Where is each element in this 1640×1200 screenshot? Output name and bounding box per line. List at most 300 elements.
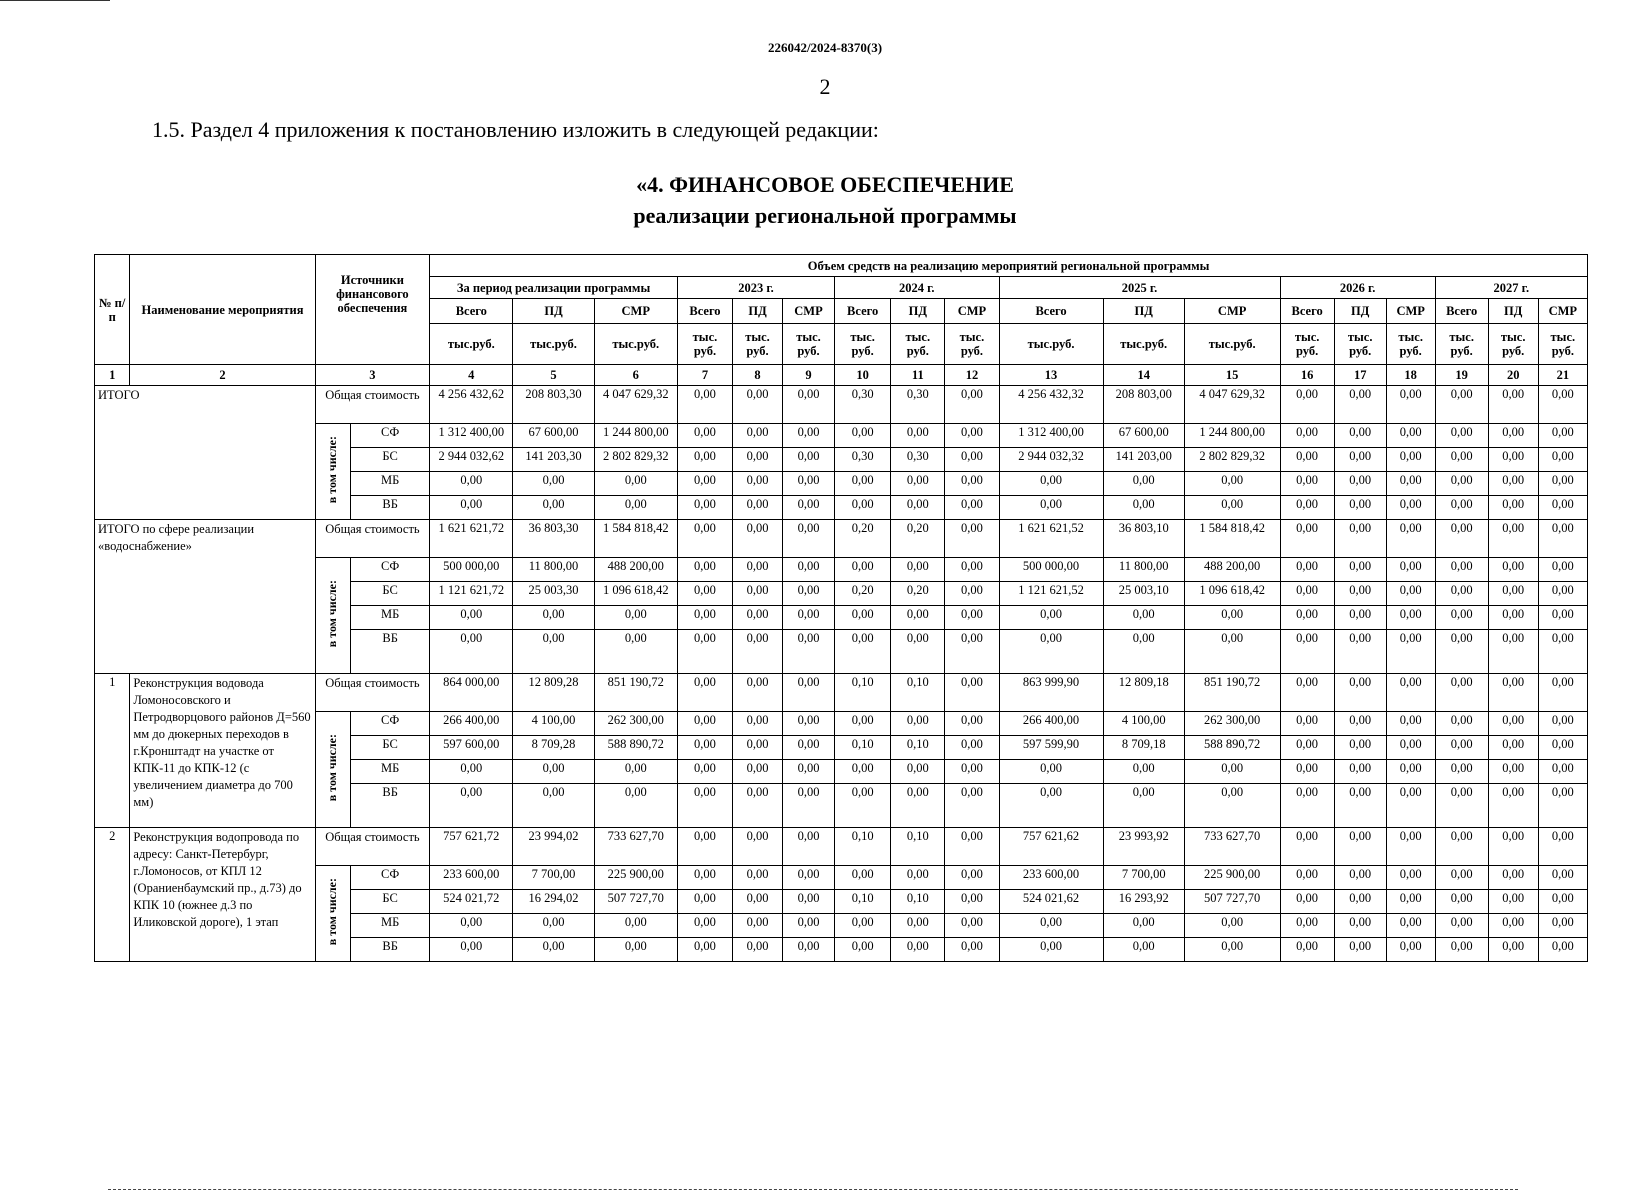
value-cell: 0,00 <box>1334 448 1386 472</box>
value-cell: 0,10 <box>891 674 945 712</box>
header-total: Всего <box>999 299 1103 324</box>
value-cell: 0,00 <box>1386 938 1435 962</box>
value-cell: 0,00 <box>945 914 999 938</box>
value-cell: 0,00 <box>1386 914 1435 938</box>
value-cell: 0,00 <box>1386 424 1435 448</box>
value-cell: 67 600,00 <box>1103 424 1184 448</box>
value-cell: 851 190,72 <box>1184 674 1280 712</box>
section-title: «4. ФИНАНСОВОЕ ОБЕСПЕЧЕНИЕ <box>636 172 1014 197</box>
value-cell: 0,20 <box>891 582 945 606</box>
value-cell: 0,00 <box>1538 424 1587 448</box>
value-cell: 0,00 <box>677 386 732 424</box>
value-cell: 0,00 <box>1435 890 1488 914</box>
financing-table <box>94 254 1588 962</box>
value-cell: 0,00 <box>1538 496 1587 520</box>
value-cell: 208 803,30 <box>513 386 594 424</box>
header-name: Наименование мероприятия <box>130 255 315 365</box>
value-cell: 0,00 <box>1280 472 1334 496</box>
value-cell: 0,30 <box>891 386 945 424</box>
source-vb: ВБ <box>351 938 430 962</box>
value-cell: 0,00 <box>1280 890 1334 914</box>
header-year-2025: 2025 г. <box>999 277 1280 299</box>
value-cell: 0,00 <box>1184 784 1280 828</box>
header-smr: СМР <box>945 299 999 324</box>
value-cell: 0,00 <box>783 674 835 712</box>
value-cell: 0,00 <box>1435 472 1488 496</box>
value-cell: 0,00 <box>513 784 594 828</box>
value-cell: 0,00 <box>1280 828 1334 866</box>
value-cell: 0,00 <box>1184 914 1280 938</box>
value-cell: 0,00 <box>999 472 1103 496</box>
document-number: 226042/2024-8370(3) <box>767 40 883 55</box>
value-cell: 0,00 <box>1334 630 1386 674</box>
value-cell: 25 003,10 <box>1103 582 1184 606</box>
value-cell: 0,00 <box>1386 496 1435 520</box>
value-cell: 0,00 <box>783 520 835 558</box>
header-unit-part: руб. <box>1399 344 1422 358</box>
value-cell: 1 312 400,00 <box>999 424 1103 448</box>
value-cell: 0,00 <box>1386 606 1435 630</box>
value-cell: 1 244 800,00 <box>1184 424 1280 448</box>
header-unit-part: руб. <box>851 344 874 358</box>
value-cell: 1 621 621,52 <box>999 520 1103 558</box>
total-cost-label: Общая стоимость <box>315 386 430 424</box>
value-cell: 0,00 <box>1334 890 1386 914</box>
value-cell: 0,00 <box>1386 784 1435 828</box>
value-cell: 0,00 <box>430 760 513 784</box>
value-cell: 0,00 <box>430 914 513 938</box>
value-cell: 0,00 <box>945 472 999 496</box>
value-cell: 0,00 <box>1435 784 1488 828</box>
value-cell: 0,00 <box>891 760 945 784</box>
value-cell: 0,30 <box>835 448 891 472</box>
value-cell: 0,00 <box>1386 674 1435 712</box>
value-cell: 0,00 <box>430 630 513 674</box>
table-row <box>95 828 1588 866</box>
value-cell: 0,00 <box>1435 386 1488 424</box>
source-sf: СФ <box>351 424 430 448</box>
value-cell: 0,00 <box>835 472 891 496</box>
value-cell: 225 900,00 <box>1184 866 1280 890</box>
value-cell: 0,00 <box>1334 496 1386 520</box>
column-number: 12 <box>945 365 999 386</box>
value-cell: 0,00 <box>677 606 732 630</box>
value-cell: 0,00 <box>945 866 999 890</box>
value-cell: 0,00 <box>677 866 732 890</box>
value-cell: 4 100,00 <box>1103 712 1184 736</box>
column-number: 21 <box>1538 365 1587 386</box>
value-cell: 0,00 <box>783 496 835 520</box>
value-cell: 262 300,00 <box>594 712 677 736</box>
value-cell: 0,00 <box>891 712 945 736</box>
header-unit <box>1334 324 1386 365</box>
value-cell: 0,00 <box>1538 630 1587 674</box>
value-cell: 1 121 621,72 <box>430 582 513 606</box>
value-cell: 0,00 <box>945 760 999 784</box>
value-cell: 0,00 <box>1435 606 1488 630</box>
intro-text: 1.5. Раздел 4 приложения к постановлению изложить в следующей редакции: <box>152 117 879 142</box>
table-row <box>95 712 1588 736</box>
column-number: 5 <box>513 365 594 386</box>
value-cell: 0,00 <box>945 712 999 736</box>
value-cell: 0,00 <box>733 828 783 866</box>
page-bottom-edge <box>108 1189 1518 1190</box>
value-cell: 0,00 <box>1280 866 1334 890</box>
value-cell: 0,00 <box>1488 558 1538 582</box>
value-cell: 0,00 <box>513 630 594 674</box>
value-cell: 12 809,28 <box>513 674 594 712</box>
header-pd: ПД <box>513 299 594 324</box>
header-unit-part: тыс. <box>692 330 718 344</box>
value-cell: 0,00 <box>677 424 732 448</box>
header-pd: ПД <box>733 299 783 324</box>
value-cell: 0,00 <box>677 712 732 736</box>
value-cell: 141 203,00 <box>1103 448 1184 472</box>
value-cell: 0,00 <box>1538 582 1587 606</box>
value-cell: 0,00 <box>945 582 999 606</box>
source-sf: СФ <box>351 558 430 582</box>
value-cell: 0,00 <box>783 828 835 866</box>
value-cell: 0,00 <box>1488 630 1538 674</box>
value-cell: 0,00 <box>1334 606 1386 630</box>
value-cell: 0,00 <box>1386 448 1435 472</box>
including-label: в том числе: <box>325 877 340 946</box>
scan-edge-line <box>0 0 110 1</box>
including-label: в том числе: <box>325 435 340 504</box>
value-cell: 757 621,62 <box>999 828 1103 866</box>
value-cell: 0,00 <box>945 386 999 424</box>
value-cell: 0,00 <box>1488 674 1538 712</box>
value-cell: 0,00 <box>999 630 1103 674</box>
header-unit-part: тыс. <box>1398 330 1423 344</box>
value-cell: 0,00 <box>1386 866 1435 890</box>
header-total: Всего <box>677 299 732 324</box>
value-cell: 0,00 <box>1334 424 1386 448</box>
value-cell: 0,00 <box>677 496 732 520</box>
row-number: 1 <box>95 674 130 828</box>
source-mb: МБ <box>351 760 430 784</box>
value-cell: 0,00 <box>513 760 594 784</box>
value-cell: 0,00 <box>783 606 835 630</box>
value-cell: 0,00 <box>1103 630 1184 674</box>
value-cell: 0,00 <box>733 630 783 674</box>
column-number: 19 <box>1435 365 1488 386</box>
value-cell: 0,00 <box>513 914 594 938</box>
section-subtitle: реализации региональной программы <box>633 203 1017 228</box>
value-cell: 524 021,72 <box>430 890 513 914</box>
including-label: в том числе: <box>325 579 340 648</box>
value-cell: 0,00 <box>677 558 732 582</box>
value-cell: 0,00 <box>1435 582 1488 606</box>
value-cell: 0,00 <box>783 914 835 938</box>
value-cell: 0,00 <box>1488 890 1538 914</box>
value-cell: 0,00 <box>945 558 999 582</box>
value-cell: 0,00 <box>677 760 732 784</box>
value-cell: 4 100,00 <box>513 712 594 736</box>
header-unit-part: тыс. <box>796 330 821 344</box>
value-cell: 0,00 <box>891 914 945 938</box>
header-unit <box>783 324 835 365</box>
value-cell: 0,00 <box>733 472 783 496</box>
source-vb: ВБ <box>351 630 430 674</box>
table-row <box>95 424 1588 448</box>
value-cell: 0,00 <box>1280 448 1334 472</box>
value-cell: 0,00 <box>1435 760 1488 784</box>
value-cell: 0,00 <box>999 914 1103 938</box>
value-cell: 0,00 <box>1386 890 1435 914</box>
value-cell: 0,00 <box>835 496 891 520</box>
value-cell: 0,10 <box>835 890 891 914</box>
value-cell: 0,00 <box>1280 736 1334 760</box>
including-label-cell <box>315 424 350 520</box>
value-cell: 0,00 <box>733 448 783 472</box>
header-num: № п/п <box>95 255 130 365</box>
value-cell: 488 200,00 <box>1184 558 1280 582</box>
value-cell: 0,00 <box>1280 784 1334 828</box>
measure-name: ИТОГО <box>95 386 316 520</box>
value-cell: 0,00 <box>783 448 835 472</box>
value-cell: 0,00 <box>513 938 594 962</box>
measure-name: ИТОГО по сфере реализации «водоснабжение» <box>95 520 316 674</box>
value-cell: 0,00 <box>1334 558 1386 582</box>
value-cell: 0,00 <box>999 606 1103 630</box>
value-cell: 0,00 <box>1538 558 1587 582</box>
value-cell: 2 944 032,62 <box>430 448 513 472</box>
column-number: 6 <box>594 365 677 386</box>
value-cell: 0,00 <box>733 760 783 784</box>
value-cell: 0,00 <box>783 386 835 424</box>
value-cell: 0,00 <box>594 606 677 630</box>
header-unit <box>835 324 891 365</box>
value-cell: 0,00 <box>1538 866 1587 890</box>
value-cell: 233 600,00 <box>999 866 1103 890</box>
header-unit <box>1538 324 1587 365</box>
value-cell: 0,00 <box>1435 630 1488 674</box>
value-cell: 0,00 <box>1386 712 1435 736</box>
value-cell: 0,00 <box>1184 472 1280 496</box>
value-cell: 0,10 <box>891 828 945 866</box>
value-cell: 0,00 <box>835 424 891 448</box>
value-cell: 0,00 <box>1103 606 1184 630</box>
value-cell: 0,00 <box>1280 630 1334 674</box>
value-cell: 0,00 <box>1488 582 1538 606</box>
value-cell: 0,00 <box>1334 674 1386 712</box>
header-unit: тыс.руб. <box>430 324 513 365</box>
value-cell: 266 400,00 <box>999 712 1103 736</box>
value-cell: 0,00 <box>1435 424 1488 448</box>
source-bs: БС <box>351 736 430 760</box>
header-unit <box>733 324 783 365</box>
value-cell: 0,00 <box>945 496 999 520</box>
source-vb: ВБ <box>351 496 430 520</box>
value-cell: 0,00 <box>1334 520 1386 558</box>
value-cell: 0,00 <box>430 784 513 828</box>
header-unit-part: руб. <box>797 344 820 358</box>
value-cell: 0,00 <box>783 784 835 828</box>
value-cell: 0,00 <box>835 606 891 630</box>
value-cell: 0,00 <box>1488 472 1538 496</box>
value-cell: 0,00 <box>1334 828 1386 866</box>
value-cell: 7 700,00 <box>513 866 594 890</box>
value-cell: 0,00 <box>1488 496 1538 520</box>
value-cell: 208 803,00 <box>1103 386 1184 424</box>
value-cell: 0,00 <box>1538 674 1587 712</box>
value-cell: 1 244 800,00 <box>594 424 677 448</box>
table-row <box>95 520 1588 558</box>
header-total: Всего <box>835 299 891 324</box>
value-cell: 0,00 <box>1488 448 1538 472</box>
table-row <box>95 674 1588 712</box>
value-cell: 233 600,00 <box>430 866 513 890</box>
value-cell: 0,20 <box>835 520 891 558</box>
value-cell: 0,00 <box>733 496 783 520</box>
value-cell: 0,00 <box>1386 558 1435 582</box>
value-cell: 597 599,90 <box>999 736 1103 760</box>
header-unit <box>1488 324 1538 365</box>
value-cell: 0,00 <box>1280 712 1334 736</box>
value-cell: 0,00 <box>1386 760 1435 784</box>
column-number: 13 <box>999 365 1103 386</box>
header-pd: ПД <box>891 299 945 324</box>
value-cell: 0,00 <box>1538 472 1587 496</box>
source-mb: МБ <box>351 606 430 630</box>
value-cell: 0,00 <box>1488 938 1538 962</box>
value-cell: 1 584 818,42 <box>1184 520 1280 558</box>
value-cell: 0,00 <box>835 712 891 736</box>
value-cell: 0,10 <box>891 890 945 914</box>
value-cell: 0,00 <box>1488 736 1538 760</box>
header-unit <box>677 324 732 365</box>
value-cell: 0,00 <box>1386 736 1435 760</box>
header-smr: СМР <box>1386 299 1435 324</box>
header-unit: тыс.руб. <box>513 324 594 365</box>
value-cell: 0,00 <box>1103 496 1184 520</box>
value-cell: 733 627,70 <box>1184 828 1280 866</box>
header-smr: СМР <box>1538 299 1587 324</box>
value-cell: 0,00 <box>1334 386 1386 424</box>
value-cell: 0,00 <box>1184 630 1280 674</box>
value-cell: 0,00 <box>1386 520 1435 558</box>
value-cell: 0,00 <box>945 674 999 712</box>
value-cell: 0,00 <box>430 938 513 962</box>
value-cell: 0,00 <box>733 424 783 448</box>
value-cell: 0,00 <box>733 674 783 712</box>
value-cell: 23 993,92 <box>1103 828 1184 866</box>
value-cell: 507 727,70 <box>1184 890 1280 914</box>
value-cell: 0,00 <box>1280 496 1334 520</box>
value-cell: 0,00 <box>1386 630 1435 674</box>
column-number: 15 <box>1184 365 1280 386</box>
column-number: 8 <box>733 365 783 386</box>
value-cell: 0,00 <box>1538 386 1587 424</box>
value-cell: 0,00 <box>1103 784 1184 828</box>
value-cell: 0,00 <box>733 890 783 914</box>
header-smr: СМР <box>1184 299 1280 324</box>
value-cell: 0,00 <box>1435 938 1488 962</box>
value-cell: 851 190,72 <box>594 674 677 712</box>
value-cell: 0,00 <box>1488 712 1538 736</box>
column-number: 18 <box>1386 365 1435 386</box>
header-unit-part: тыс. <box>1294 330 1320 344</box>
value-cell: 0,00 <box>1103 760 1184 784</box>
value-cell: 0,00 <box>1488 914 1538 938</box>
table-row <box>95 558 1588 582</box>
value-cell: 0,00 <box>677 938 732 962</box>
page-number: 2 <box>819 74 831 99</box>
value-cell: 2 944 032,32 <box>999 448 1103 472</box>
value-cell: 0,00 <box>1386 828 1435 866</box>
value-cell: 0,00 <box>1538 914 1587 938</box>
value-cell: 36 803,30 <box>513 520 594 558</box>
value-cell: 0,00 <box>1334 866 1386 890</box>
value-cell: 0,00 <box>733 606 783 630</box>
value-cell: 0,00 <box>891 496 945 520</box>
value-cell: 0,00 <box>733 736 783 760</box>
value-cell: 11 800,00 <box>1103 558 1184 582</box>
value-cell: 0,00 <box>733 784 783 828</box>
header-unit: тыс.руб. <box>999 324 1103 365</box>
value-cell: 0,00 <box>945 890 999 914</box>
value-cell: 588 890,72 <box>1184 736 1280 760</box>
value-cell: 0,00 <box>1435 828 1488 866</box>
header-unit-part: руб. <box>746 344 769 358</box>
value-cell: 0,00 <box>1386 582 1435 606</box>
header-unit <box>1386 324 1435 365</box>
value-cell: 0,00 <box>594 630 677 674</box>
value-cell: 0,00 <box>1435 712 1488 736</box>
value-cell: 0,00 <box>1334 914 1386 938</box>
value-cell: 2 802 829,32 <box>1184 448 1280 472</box>
value-cell: 0,00 <box>1280 558 1334 582</box>
column-number: 7 <box>677 365 732 386</box>
value-cell: 500 000,00 <box>430 558 513 582</box>
value-cell: 0,00 <box>783 890 835 914</box>
value-cell: 0,00 <box>1538 606 1587 630</box>
value-cell: 0,00 <box>733 712 783 736</box>
header-year-2024: 2024 г. <box>835 277 999 299</box>
header-year-2027: 2027 г. <box>1435 277 1587 299</box>
value-cell: 0,00 <box>677 890 732 914</box>
value-cell: 0,10 <box>835 736 891 760</box>
value-cell: 0,00 <box>945 736 999 760</box>
header-volume: Объем средств на реализацию мероприятий региональной программы <box>430 255 1588 277</box>
value-cell: 0,10 <box>891 736 945 760</box>
value-cell: 0,10 <box>835 674 891 712</box>
value-cell: 0,00 <box>594 472 677 496</box>
total-cost-label: Общая стоимость <box>315 674 430 712</box>
header-unit-part: тыс. <box>905 330 931 344</box>
value-cell: 0,00 <box>1538 784 1587 828</box>
value-cell: 0,00 <box>1103 914 1184 938</box>
value-cell: 0,00 <box>945 424 999 448</box>
value-cell: 0,00 <box>1435 448 1488 472</box>
header-unit <box>1280 324 1334 365</box>
value-cell: 0,00 <box>835 760 891 784</box>
value-cell: 0,00 <box>1488 866 1538 890</box>
value-cell: 0,00 <box>891 558 945 582</box>
value-cell: 0,00 <box>1488 424 1538 448</box>
value-cell: 588 890,72 <box>594 736 677 760</box>
value-cell: 67 600,00 <box>513 424 594 448</box>
value-cell: 0,00 <box>945 784 999 828</box>
value-cell: 1 096 618,42 <box>594 582 677 606</box>
source-bs: БС <box>351 582 430 606</box>
value-cell: 0,00 <box>1488 606 1538 630</box>
header-total: Всего <box>1280 299 1334 324</box>
value-cell: 0,00 <box>1280 520 1334 558</box>
source-sf: СФ <box>351 866 430 890</box>
value-cell: 0,00 <box>835 938 891 962</box>
